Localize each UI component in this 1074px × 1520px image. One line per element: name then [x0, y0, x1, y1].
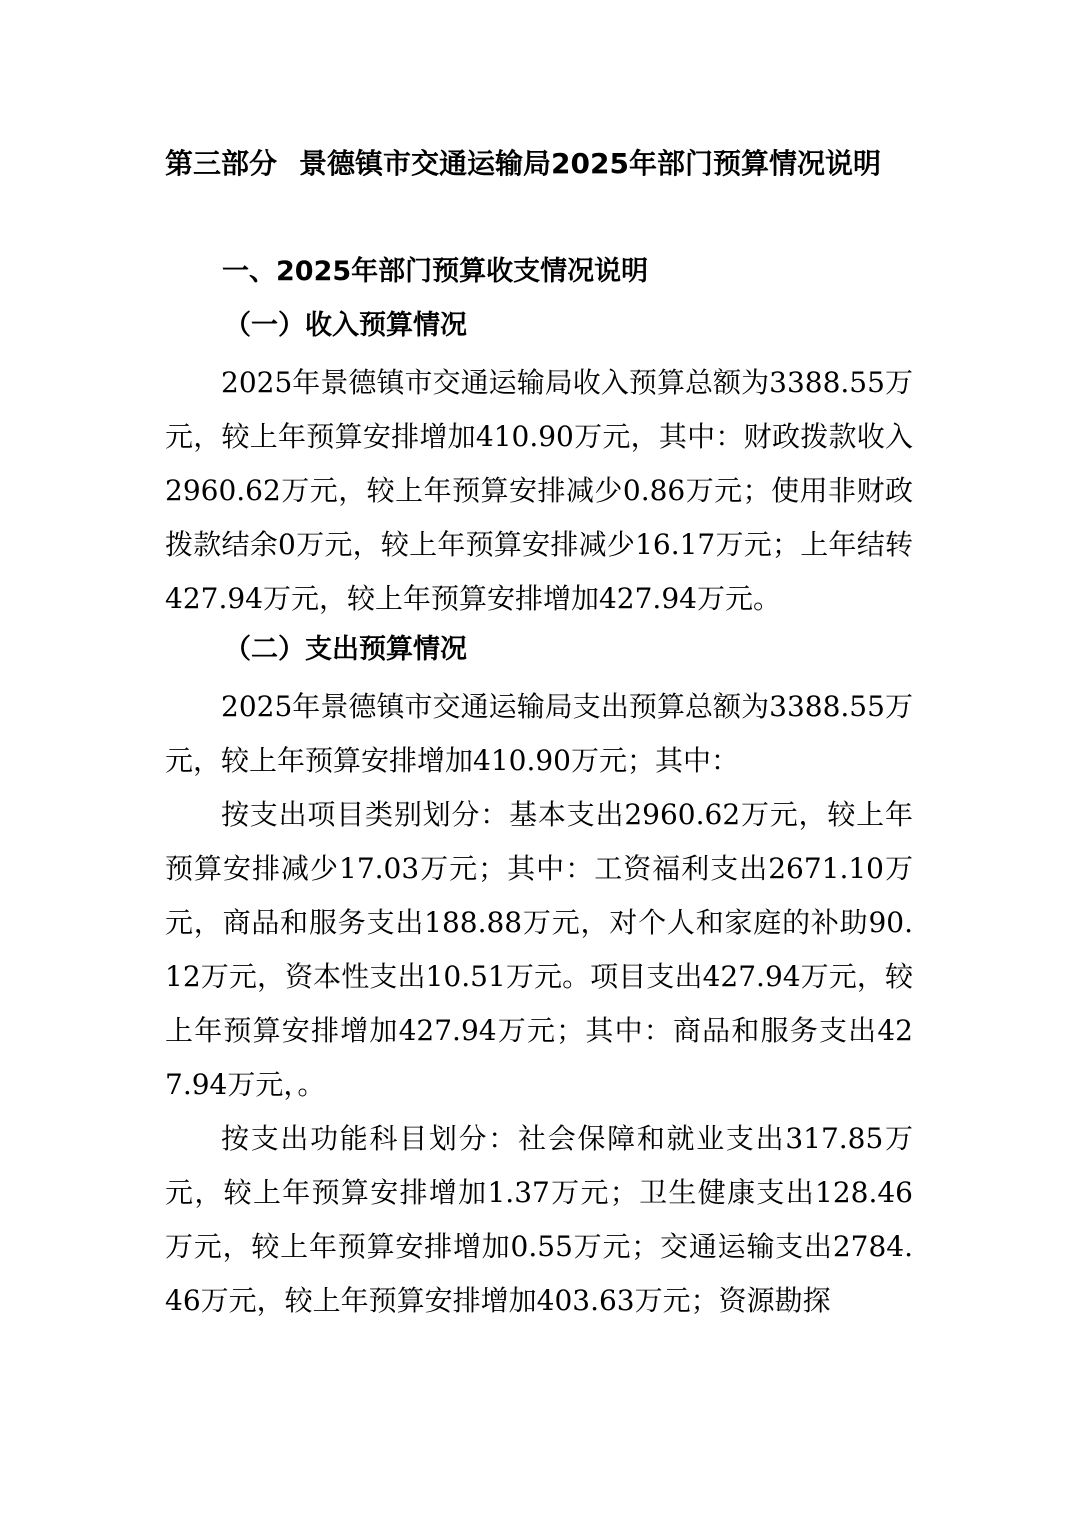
title-main-text: 景德镇市交通运输局2025年部门预算情况说明: [299, 147, 881, 180]
section-heading-budget-overview: 一、2025年部门预算收支情况说明: [222, 256, 649, 287]
title-part-label: 第三部分: [165, 147, 278, 180]
income-paragraph: 2025年景德镇市交通运输局收入预算总额为3388.55万元，较上年预算安排增加410.90万元，其中：财政拨款收入2960.62万元，较上年预算安排减少0.86万元；使用非财政拨款结余0万元，较上年预算安排减少16.17万元；上年结转427.94万元，较上年预算安排增加427.94万元。: [165, 366, 913, 615]
page-title: [165, 140, 925, 188]
expense-paragraph-by-function: 按支出功能科目划分：社会保障和就业支出317.85万元，较上年预算安排增加1.37万元；卫生健康支出128.46万元，较上年预算安排增加0.55万元；交通运输支出2784.46万元，较上年预算安排增加403.63万元；资源勘探: [165, 1122, 913, 1317]
expense-paragraph-total: 2025年景德镇市交通运输局支出预算总额为3388.55万元，较上年预算安排增加410.90万元；其中：: [165, 690, 913, 777]
subsection-heading-expense: （二）支出预算情况: [224, 634, 467, 665]
subsection-heading-income: （一）收入预算情况: [224, 310, 467, 341]
expense-paragraph-by-category: 按支出项目类别划分：基本支出2960.62万元，较上年预算安排减少17.03万元；其中：工资福利支出2671.10万元，商品和服务支出188.88万元，对个人和家庭的补助90.12万元，资本性支出10.51万元。项目支出427.94万元，较上年预算安排增加427.94万元；其中：商品和服务支出427.94万元，。: [165, 798, 913, 1101]
